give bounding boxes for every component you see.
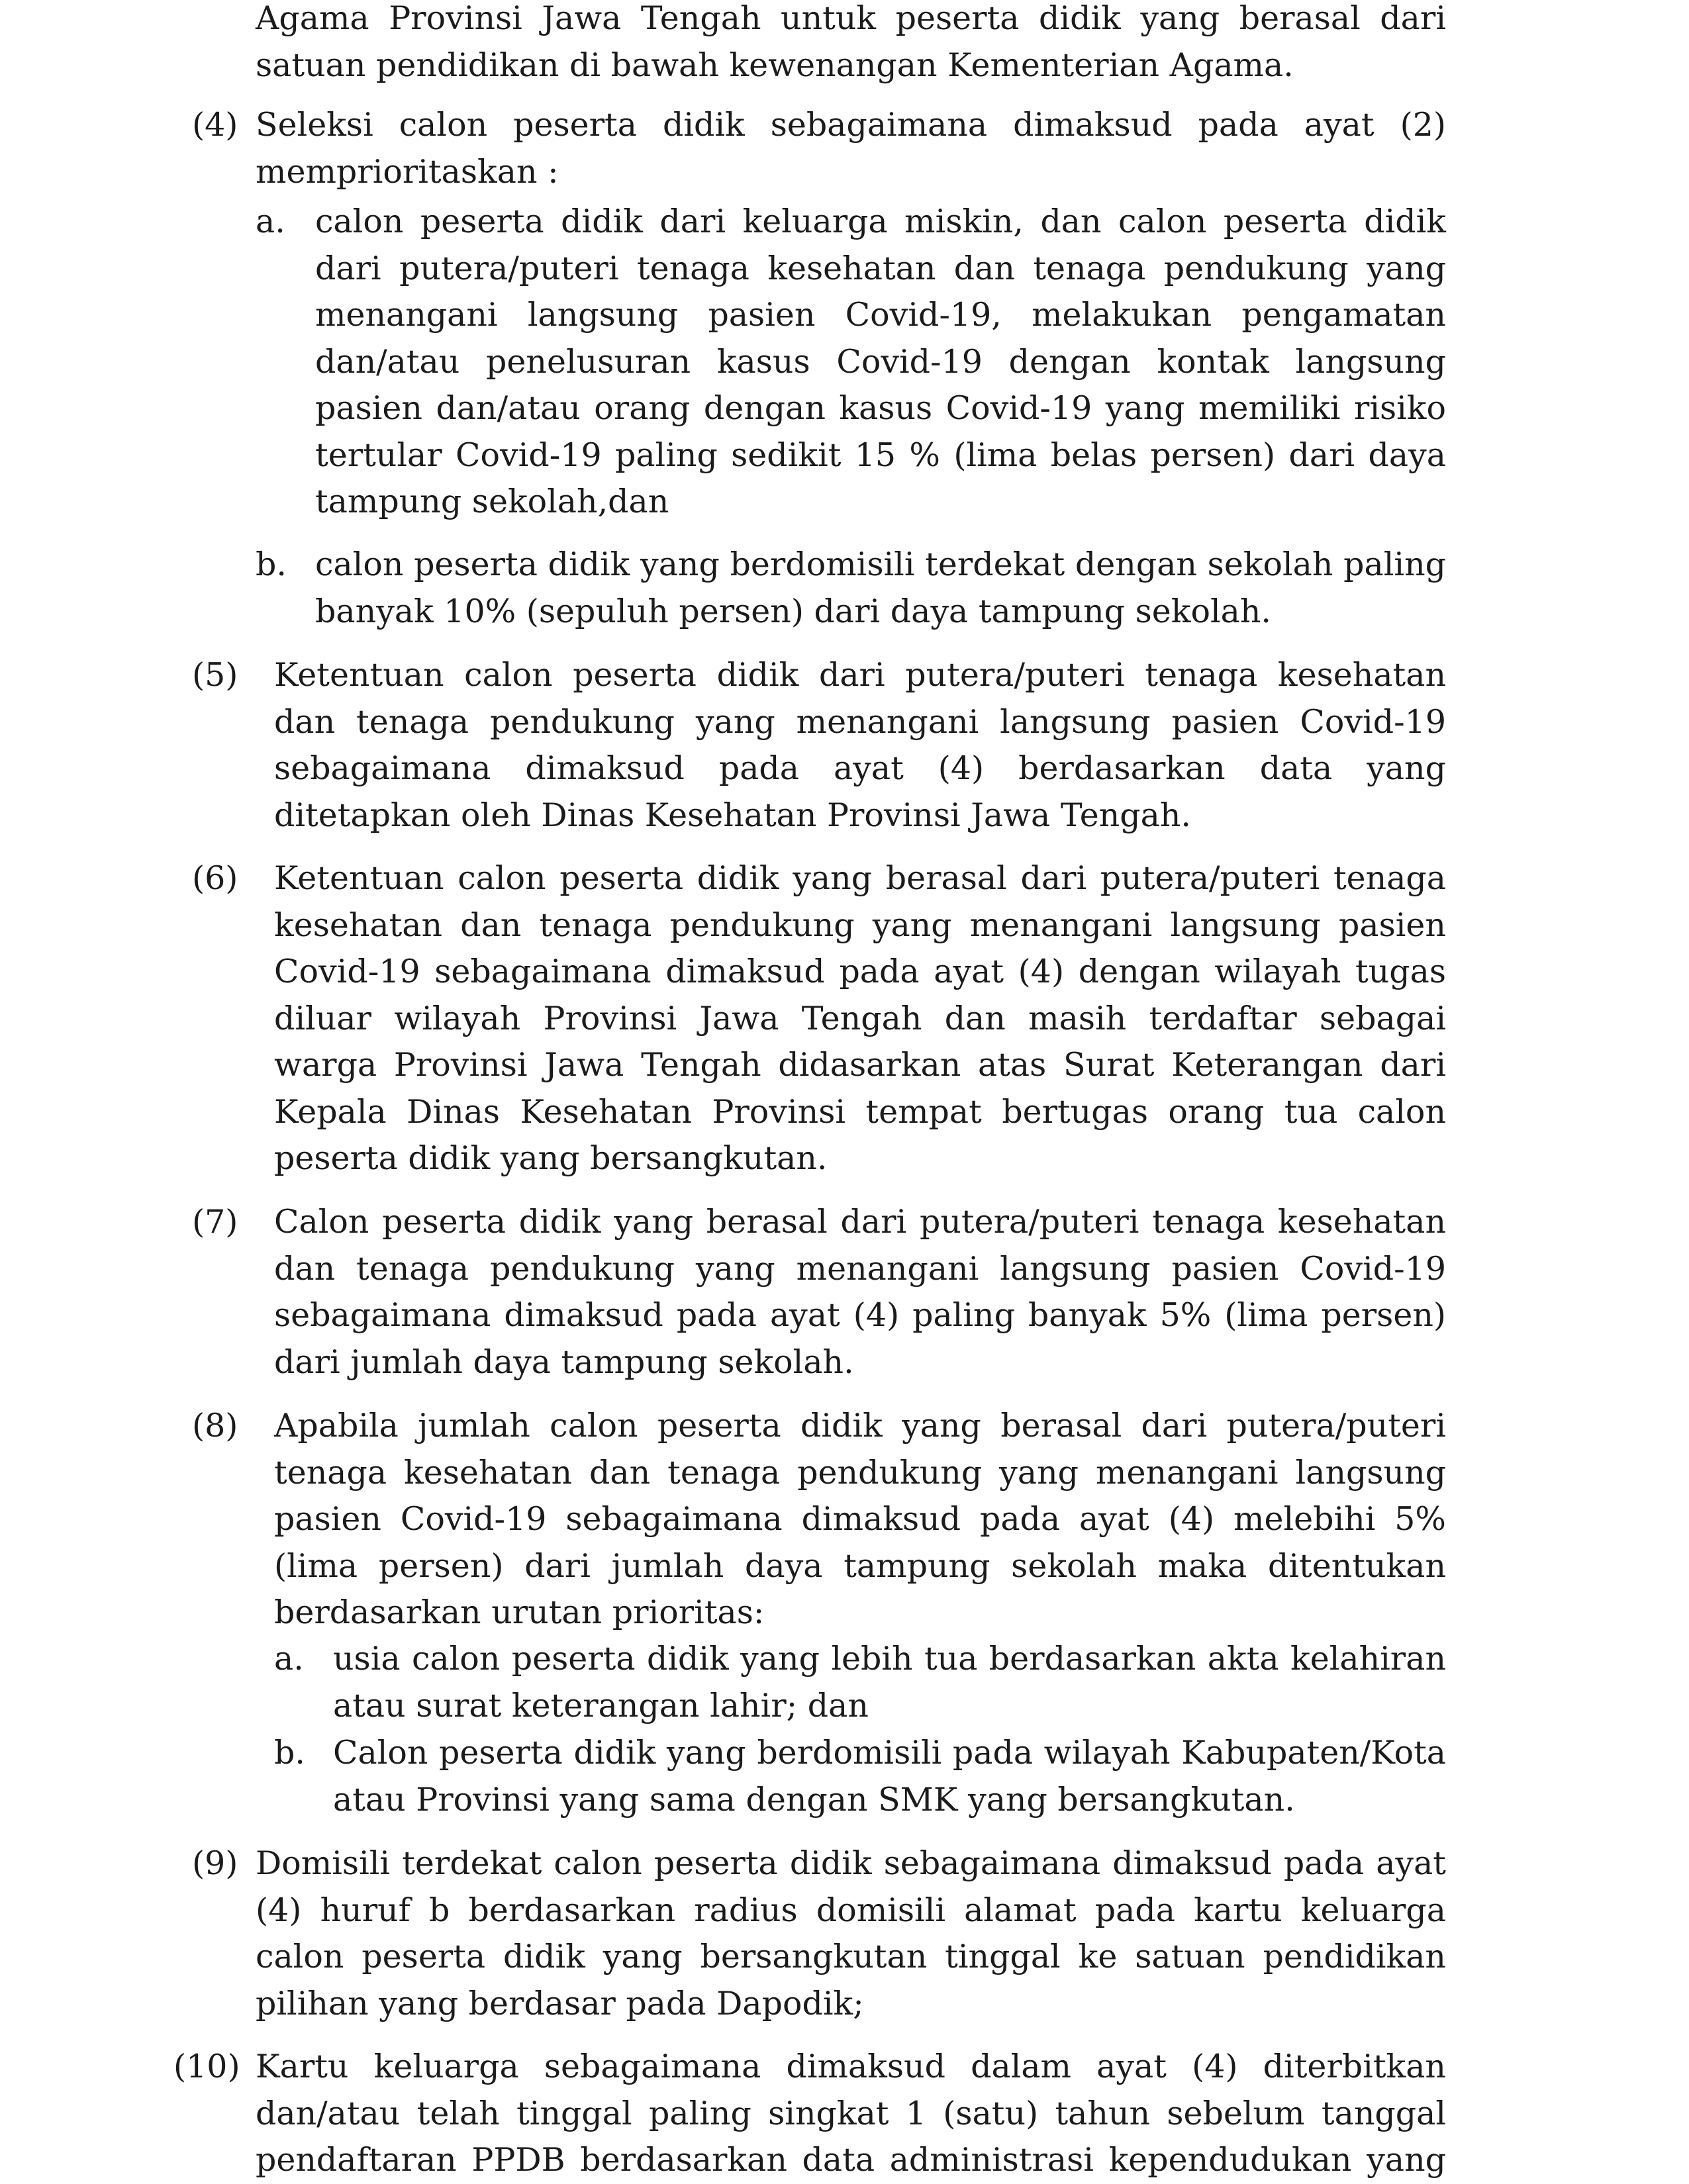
item-number: (7) xyxy=(192,1203,238,1241)
item-text: Kartu keluarga sebagaimana dimaksud dalam ayat (4) diterbitkan dan/atau telah tinggal paling singkat 1 (satu) tahun sebelum tanggal pendaftaran PPDB berdasarkan data administrasi kependudukan yang xyxy=(256,2048,1446,2179)
item-text: Calon peserta didik yang berasal dari putera/puteri tenaga kesehatan dan tenaga pendukung yang menangani langsung pasien Covid-19 sebagaimana dimaksud pada ayat (4) paling banyak 5% (lima persen) dari jumlah daya tampung sekolah. xyxy=(274,1203,1446,1381)
item-text: Ketentuan calon peserta didik dari putera/puteri tenaga kesehatan dan tenaga pendukung yang menangani langsung pasien Covid-19 sebagaimana dimaksud pada ayat (4) berdasarkan data yang ditetapkan oleh Dinas Kesehatan Provinsi Jawa Tengah. xyxy=(274,656,1446,834)
subitem-text: calon peserta didik yang berdomisili terdekat dengan sekolah paling banyak 10% (sepuluh persen) dari daya tampung sekolah. xyxy=(315,546,1446,630)
item-number: (4) xyxy=(192,106,238,144)
subitem-label: b. xyxy=(256,546,287,583)
item-text: Seleksi calon peserta didik sebagaimana dimaksud pada ayat (2) memprioritaskan : xyxy=(256,106,1446,191)
subitem-text: calon peserta didik dari keluarga miskin, dan calon peserta didik dari putera/puteri tenaga kesehatan dan tenaga pendukung yang menangani langsung pasien Covid-19, melakukan pengamatan dan/atau penelusuran kasus Covid-19 dengan kontak langsung pasien dan/atau orang dengan kasus Covid-19 yang memiliki risiko tertular Covid-19 paling sedikit 15 % (lima belas persen) dari daya tampung sekolah,dan xyxy=(315,203,1446,520)
item-text: Domisili terdekat calon peserta didik sebagaimana dimaksud pada ayat (4) huruf b berdasarkan radius domisili alamat pada kartu keluarga calon peserta didik yang bersangkutan tinggal ke satuan pendidikan pilihan yang berdasar pada Dapodik; xyxy=(256,1844,1446,2022)
item-number: (6) xyxy=(192,859,238,897)
subitem-label: b. xyxy=(274,1734,305,1772)
subitem-label: a. xyxy=(274,1640,304,1678)
item-text: Apabila jumlah calon peserta didik yang berasal dari putera/puteri tenaga kesehatan dan tenaga pendukung yang menangani langsung pasien Covid-19 sebagaimana dimaksud pada ayat (4) melebihi 5% (lima persen) dari jumlah daya tampung sekolah maka ditentukan berdasarkan urutan prioritas: xyxy=(274,1407,1446,1631)
subitem-text: usia calon peserta didik yang lebih tua berdasarkan akta kelahiran atau surat keterangan lahir; dan xyxy=(333,1640,1446,1725)
intro-paragraph: Agama Provinsi Jawa Tengah untuk peserta didik yang berasal dari satuan pendidikan di bawah kewenangan Kementerian Agama. xyxy=(256,0,1446,84)
subitem-label: a. xyxy=(256,203,285,240)
item-number: (8) xyxy=(192,1407,238,1445)
item-number: (10) xyxy=(173,2048,240,2085)
item-text: Ketentuan calon peserta didik yang berasal dari putera/puteri tenaga kesehatan dan tenaga pendukung yang menangani langsung pasien Covid-19 sebagaimana dimaksud pada ayat (4) dengan wilayah tugas diluar wilayah Provinsi Jawa Tengah dan masih terdaftar sebagai warga Provinsi Jawa Tengah didasarkan atas Surat Keterangan dari Kepala Dinas Kesehatan Provinsi tempat bertugas orang tua calon peserta didik yang bersangkutan. xyxy=(274,859,1446,1177)
subitem-text: Calon peserta didik yang berdomisili pada wilayah Kabupaten/Kota atau Provinsi yang sama dengan SMK yang bersangkutan. xyxy=(333,1734,1446,1819)
item-number: (9) xyxy=(192,1844,238,1882)
item-number: (5) xyxy=(192,656,238,694)
